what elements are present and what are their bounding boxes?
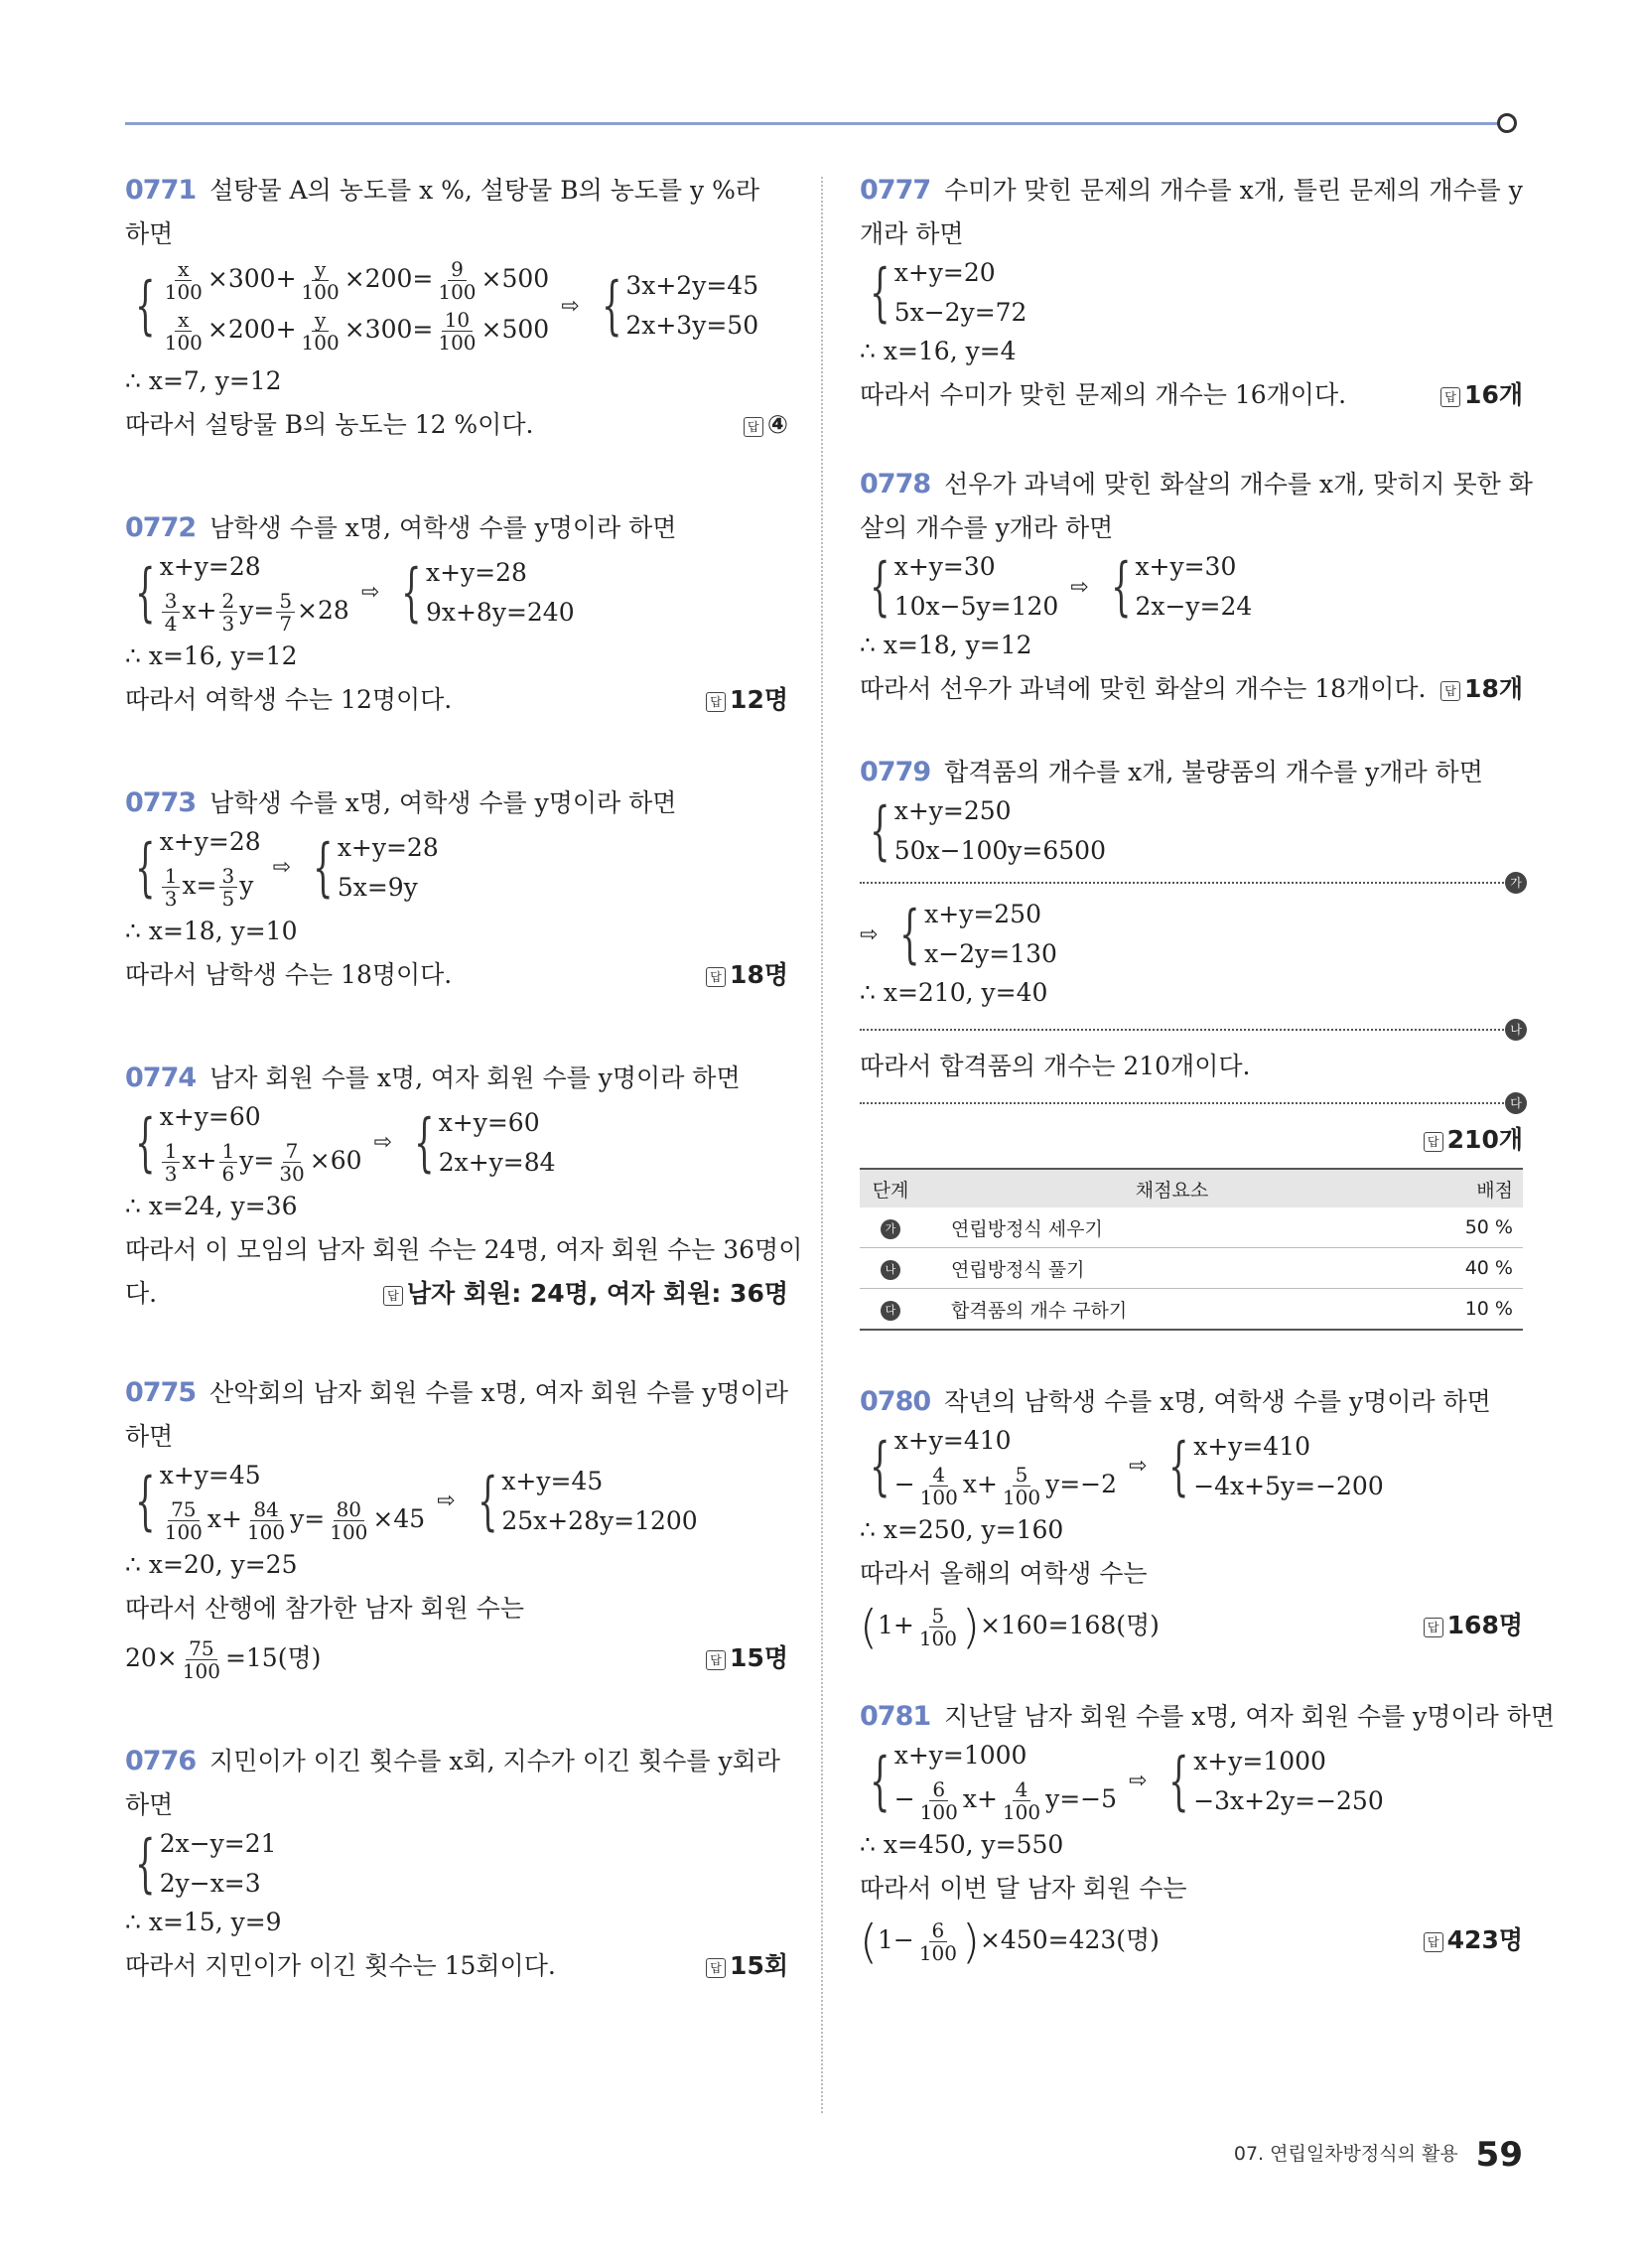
step-divider: [860, 876, 1523, 890]
answer: 답 18명: [706, 953, 788, 997]
problem-intro: 남학생 수를 x명, 여학생 수를 y명이라 하면: [209, 788, 677, 817]
answer: 답 16개: [1440, 373, 1523, 417]
equation: x+y=30: [893, 552, 996, 581]
answer: 답 12명: [706, 678, 788, 722]
conclusion: 따라서 남학생 수는 18명이다.: [125, 960, 453, 989]
problem-intro: 하면: [125, 1422, 174, 1451]
equation: x+y=1000: [1193, 1746, 1326, 1775]
answer: 답 15명: [706, 1630, 788, 1686]
top-rule: [125, 122, 1509, 125]
answer-icon: 답: [706, 967, 726, 987]
problem-intro: 살의 개수를 y개라 하면: [860, 513, 1114, 542]
problem-intro: 남학생 수를 x명, 여학생 수를 y명이라 하면: [209, 513, 677, 542]
problem-intro: 지난달 남자 회원 수를 x명, 여자 회원 수를 y명이라 하면: [944, 1702, 1555, 1731]
problem-0776: [125, 1740, 788, 1988]
equation: x+y=30: [1135, 552, 1237, 581]
problem-0778: [860, 463, 1533, 711]
equation-system: { x+y=45 $\frac{75}{100}$ x+ $\frac{84}{100}$ y= $\frac{80}{100}$ ×45 ⇨ { x+y=45 25x+28y=1200: [135, 1461, 698, 1544]
conclusion: 따라서 합격품의 개수는 210개이다.: [860, 1052, 1251, 1080]
problem-intro: 산악회의 남자 회원 수를 x명, 여자 회원 수를 y명이라: [209, 1378, 788, 1407]
table-header: 단계: [860, 1169, 921, 1207]
problem-number: 0780: [860, 1386, 931, 1417]
table-cell: 40 %: [1423, 1248, 1523, 1289]
step-divider: [860, 1096, 1523, 1110]
answer: 답 ④: [744, 403, 788, 447]
equation: x+y=45: [501, 1466, 604, 1495]
equation: x+y=410: [893, 1426, 1012, 1455]
table-cell: 연립방정식 풀기: [921, 1248, 1423, 1289]
table-header: 배점: [1423, 1169, 1523, 1207]
arrow-icon: ⇨: [860, 921, 879, 947]
conclusion: 따라서 이번 달 남자 회원 수는: [860, 1874, 1187, 1903]
solution: ∴ x=18, y=10: [125, 917, 298, 945]
step-marker: 나: [881, 1260, 900, 1280]
answer-icon: 답: [1424, 1132, 1443, 1152]
equation-system: { x+y=410 − $\frac{4}{100}$ x+ $\frac{5}{100}$ y=−2 ⇨ { x+y=410 −4x+5y=−200: [870, 1426, 1384, 1509]
equation: x+y=410: [1193, 1431, 1311, 1461]
solution: ∴ x=15, y=9: [125, 1908, 282, 1936]
arrow-icon: ⇨: [1129, 1454, 1148, 1479]
equation: $\frac{1}{3}$ x+ $\frac{1}{6}$ y= $\frac{7}{30}$ ×60: [160, 1140, 362, 1185]
problem-0775: [125, 1371, 788, 1686]
problem-0777: [860, 169, 1523, 417]
table-cell: 합격품의 개수 구하기: [921, 1289, 1423, 1331]
column-separator: [821, 177, 823, 2113]
problem-number: 0771: [125, 175, 197, 206]
conclusion: 따라서 선우가 과녁에 맞힌 화살의 개수는 18개이다.: [860, 674, 1427, 703]
answer-icon: 답: [383, 1286, 403, 1306]
page-number: 59: [1475, 2135, 1523, 2175]
equation-system: { 2x−y=21 2y−x=3: [135, 1827, 277, 1901]
equation: x+y=1000: [893, 1741, 1027, 1770]
problem-number: 0778: [860, 469, 931, 499]
equation: x+y=28: [337, 832, 439, 862]
arrow-icon: ⇨: [1129, 1769, 1148, 1793]
answer-icon: 답: [706, 1650, 726, 1670]
problem-intro: 설탕물 A의 농도를 x %, 설탕물 B의 농도를 y %라: [209, 176, 760, 205]
problem-number: 0772: [125, 512, 197, 543]
table-row: [860, 1207, 1523, 1248]
step-marker: 다: [881, 1301, 900, 1321]
solution: ∴ x=20, y=25: [125, 1550, 298, 1579]
equation: 10x−5y=120: [893, 592, 1059, 621]
equation: x+y=250: [924, 900, 1041, 928]
problem-number: 0777: [860, 175, 931, 206]
problem-0781: [860, 1695, 1555, 1970]
solution: ∴ x=250, y=160: [860, 1515, 1064, 1544]
equation: x+y=60: [438, 1107, 540, 1137]
conclusion: 따라서 올해의 여학생 수는: [860, 1559, 1148, 1588]
solution: ∴ x=18, y=12: [860, 631, 1032, 659]
equation-system: { x+y=1000 − $\frac{6}{100}$ x+ $\frac{4}{100}$ y=−5 ⇨ { x+y=1000 −3x+2y=−250: [870, 1741, 1384, 1824]
right-column: [860, 169, 1555, 2006]
table-header: 채점요소: [921, 1169, 1423, 1207]
table-cell: 연립방정식 세우기: [921, 1207, 1423, 1248]
left-brace: {: [601, 269, 622, 343]
equation: 50x−100y=6500: [893, 836, 1106, 865]
problem-number: 0773: [125, 787, 197, 818]
problem-0773: [125, 781, 788, 997]
equation: −4x+5y=−200: [1193, 1471, 1384, 1500]
equation: 2x−y=21: [159, 1829, 277, 1858]
equation-system: [125, 258, 758, 354]
problem-intro: 하면: [125, 1790, 174, 1819]
solution: ∴ x=210, y=40: [860, 978, 1048, 1007]
equation: $\frac{x}{100}$ ×300+ $\frac{y}{100}$ ×200= $\frac{9}{100}$ ×500: [164, 257, 550, 304]
equation: 2x+y=84: [438, 1147, 556, 1177]
arrow-icon: ⇨: [272, 855, 292, 880]
answer-icon: 답: [1424, 1618, 1443, 1637]
scoring-table: [860, 1168, 1523, 1331]
problem-intro: 수미가 맞힌 문제의 개수를 x개, 틀린 문제의 개수를 y: [944, 176, 1523, 205]
answer-icon: 답: [1424, 1932, 1443, 1952]
problem-intro: 선우가 과녁에 맞힌 화살의 개수를 x개, 맞히지 못한 화: [944, 470, 1533, 498]
answer-icon: 답: [1440, 387, 1460, 407]
answer: 답 남자 회원: 24명, 여자 회원: 36명: [383, 1272, 788, 1316]
equation-system: { x+y=28 $\frac{3}{4}$ x+ $\frac{2}{3}$ y= $\frac{5}{7}$ ×28 ⇨ { x+y=28 9x+8y=240: [135, 552, 575, 636]
equation-system: ⇨ { x+y=250 x−2y=130: [860, 898, 1057, 971]
table-cell: 50 %: [1423, 1207, 1523, 1248]
arrow-icon: ⇨: [437, 1488, 456, 1513]
answer: 답 423명: [1424, 1911, 1523, 1970]
equation: $\frac{1}{3}$ x= $\frac{3}{5}$ y: [160, 865, 261, 910]
solution: ∴ x=450, y=550: [860, 1830, 1064, 1859]
equation: x+y=28: [159, 827, 261, 856]
table-row: [860, 1289, 1523, 1331]
arrow-icon: ⇨: [360, 580, 380, 605]
equation: 3x+2y=45: [625, 271, 759, 300]
step-marker: 가: [881, 1219, 900, 1239]
conclusion: 따라서 수미가 맞힌 문제의 개수는 16개이다.: [860, 380, 1347, 409]
table-cell: 10 %: [1423, 1289, 1523, 1331]
equation: x+y=250: [893, 796, 1012, 825]
left-column: [125, 169, 803, 2024]
problem-number: 0779: [860, 757, 931, 787]
equation: $\frac{3}{4}$ x+ $\frac{2}{3}$ y= $\frac{5}{7}$ ×28: [160, 590, 349, 635]
equation: − $\frac{4}{100}$ x+ $\frac{5}{100}$ y=−2: [893, 1463, 1118, 1509]
chapter-title: 07. 연립일차방정식의 활용: [1233, 2143, 1458, 2165]
left-brace: {: [135, 269, 156, 343]
answer-icon: 답: [744, 417, 763, 437]
equation: 2x+3y=50: [625, 311, 759, 340]
equation: x+y=28: [159, 552, 261, 581]
equation-system: { x+y=250 50x−100y=6500: [870, 794, 1106, 868]
equation: x+y=20: [893, 258, 996, 287]
problem-number: 0776: [125, 1746, 197, 1776]
answer: 답 168명: [1424, 1596, 1523, 1655]
problem-0772: [125, 506, 788, 722]
calculation: (1+ $\frac{5}{100}$ )×160=168(명): [860, 1600, 1160, 1654]
problem-intro: 지민이가 이긴 횟수를 x회, 지수가 이긴 횟수를 y회라: [209, 1747, 780, 1775]
step-marker: 다: [1505, 1092, 1527, 1114]
answer-icon: 답: [706, 1958, 726, 1978]
problem-intro: 개라 하면: [860, 219, 964, 248]
answer: 답 15회: [706, 1944, 788, 1988]
equation-system: { x+y=20 5x−2y=72: [870, 256, 1027, 330]
top-rule-dot: [1497, 113, 1517, 133]
equation: x+y=45: [159, 1461, 261, 1489]
problem-intro: 하면: [125, 219, 174, 248]
conclusion: 따라서 이 모임의 남자 회원 수는 24명, 여자 회원 수는 36명이: [125, 1235, 803, 1264]
problem-intro: 작년의 남학생 수를 x명, 여학생 수를 y명이라 하면: [944, 1387, 1491, 1416]
table-row: [860, 1248, 1523, 1289]
answer-icon: 답: [706, 692, 726, 712]
equation-system: { x+y=28 $\frac{1}{3}$ x= $\frac{3}{5}$ y ⇨ { x+y=28 5x=9y: [135, 827, 439, 911]
problem-intro: 합격품의 개수를 x개, 불량품의 개수를 y개라 하면: [944, 758, 1483, 786]
equation-system: { x+y=30 10x−5y=120 ⇨ { x+y=30 2x−y=24: [870, 550, 1253, 624]
calculation: (1− $\frac{6}{100}$ )×450=423(명): [860, 1914, 1160, 1969]
equation: 5x−2y=72: [893, 298, 1027, 327]
equation: x−2y=130: [924, 939, 1057, 968]
equation-system: { x+y=60 $\frac{1}{3}$ x+ $\frac{1}{6}$ y= $\frac{7}{30}$ ×60 ⇨ { x+y=60 2x+y=84: [135, 1102, 556, 1186]
calculation: 20× $\frac{75}{100}$ =15(명): [125, 1636, 322, 1683]
equation: 5x=9y: [337, 872, 418, 902]
equation: $\frac{75}{100}$ x+ $\frac{84}{100}$ y= $\frac{80}{100}$ ×45: [164, 1497, 426, 1544]
equation: x+y=28: [425, 557, 527, 587]
equation: 2x−y=24: [1135, 592, 1253, 621]
step-divider: [860, 1023, 1523, 1037]
conclusion: 따라서 지민이가 이긴 횟수는 15회이다.: [125, 1951, 556, 1980]
conclusion: 따라서 여학생 수는 12명이다.: [125, 685, 453, 714]
answer: 답 18개: [1440, 667, 1523, 711]
page-footer: [1234, 2135, 1523, 2175]
arrow-icon: ⇨: [373, 1130, 392, 1155]
problem-0771: [125, 169, 788, 447]
problem-number: 0781: [860, 1701, 931, 1732]
solution: ∴ x=16, y=12: [125, 641, 298, 670]
solution: ∴ x=24, y=36: [125, 1192, 298, 1220]
equation: 25x+28y=1200: [501, 1505, 698, 1535]
problem-0780: [860, 1380, 1523, 1655]
conclusion: 따라서 설탕물 B의 농도는 12 %이다.: [125, 410, 534, 439]
answer-icon: 답: [1440, 681, 1460, 701]
conclusion: 다.: [125, 1279, 158, 1308]
equation: $\frac{x}{100}$ ×200+ $\frac{y}{100}$ ×300= $\frac{10}{100}$ ×500: [164, 308, 550, 354]
step-marker: 가: [1505, 872, 1527, 894]
equation: − $\frac{6}{100}$ x+ $\frac{4}{100}$ y=−5: [893, 1777, 1118, 1824]
arrow-icon: ⇨: [561, 293, 580, 319]
solution: ∴ x=16, y=4: [860, 337, 1017, 365]
answer: 답 210개: [1424, 1118, 1523, 1162]
problem-number: 0774: [125, 1063, 197, 1093]
problem-intro: 남자 회원 수를 x명, 여자 회원 수를 y명이라 하면: [209, 1063, 741, 1092]
equation: 9x+8y=240: [425, 597, 575, 627]
solution: ∴ x=7, y=12: [125, 366, 282, 395]
conclusion: 따라서 산행에 참가한 남자 회원 수는: [125, 1594, 524, 1623]
problem-number: 0775: [125, 1377, 197, 1408]
problem-0779: [860, 751, 1523, 1331]
equation: −3x+2y=−250: [1193, 1785, 1384, 1815]
equation: 2y−x=3: [159, 1869, 261, 1898]
arrow-icon: ⇨: [1070, 574, 1089, 600]
problem-0774: [125, 1057, 803, 1316]
step-marker: 나: [1505, 1019, 1527, 1041]
equation: x+y=60: [159, 1102, 261, 1131]
